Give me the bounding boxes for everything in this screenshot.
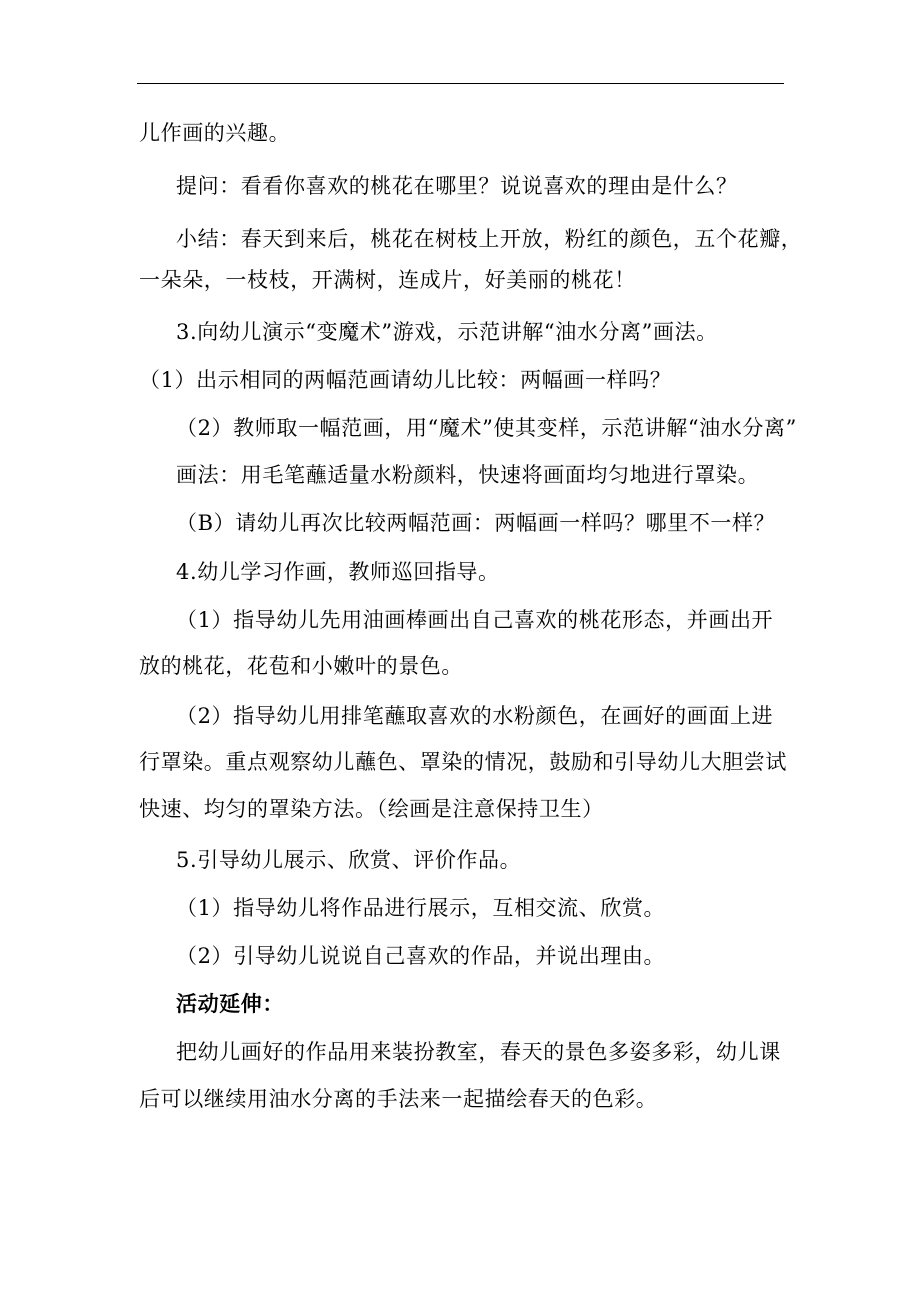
paragraph-line: （1）指导幼儿先用油画棒画出自己喜欢的桃花形态，并画出开 bbox=[176, 608, 774, 632]
paragraph-line: （2）指导幼儿用排笔蘸取喜欢的水粉颜色，在画好的画面上进 bbox=[176, 704, 774, 728]
header-rule bbox=[137, 83, 784, 84]
paragraph-line: 行罩染。重点观察幼儿蘸色、罩染的情况，鼓励和引导幼儿大胆尝试 bbox=[139, 750, 787, 774]
paragraph-line: 提问：看看你喜欢的桃花在哪里？说说喜欢的理由是什么？ bbox=[176, 174, 738, 198]
paragraph-line: 一朵朵，一枝枝，开满树，连成片，好美丽的桃花！ bbox=[139, 268, 636, 292]
paragraph-line: （1）出示相同的两幅范画请幼儿比较：两幅画一样吗？ bbox=[139, 368, 672, 392]
paragraph-line: （B）请幼儿再次比较两幅范画：两幅画一样吗？哪里不一样？ bbox=[176, 511, 776, 535]
paragraph-line: 画法：用毛笔蘸适量水粉颜料，快速将画面均匀地进行罩染。 bbox=[176, 463, 760, 487]
paragraph-line: （2）教师取一幅范画，用“魔术”使其变样，示范讲解“油水分离” bbox=[176, 416, 797, 440]
paragraph-line: 快速、均匀的罩染方法。（绘画是注意保持卫生） bbox=[139, 797, 604, 821]
paragraph-line: （1）指导幼儿将作品进行展示，互相交流、欣赏。 bbox=[176, 896, 666, 920]
paragraph-line: 儿作画的兴趣。 bbox=[139, 121, 291, 145]
paragraph-line: 把幼儿画好的作品用来装扮教室，春天的景色多姿多彩，幼儿课 bbox=[176, 1040, 781, 1064]
paragraph-line: 后可以继续用油水分离的手法来一起描绘春天的色彩。 bbox=[139, 1087, 658, 1111]
section-title-activity-extension: 活动延伸： bbox=[176, 991, 284, 1016]
paragraph-line: （2）引导幼儿说说自己喜欢的作品，并说出理由。 bbox=[176, 944, 666, 968]
paragraph-line: 小结：春天到来后，桃花在树枝上开放，粉红的颜色，五个花瓣， bbox=[176, 227, 803, 251]
section-heading-5: 5.引导幼儿展示、欣赏、评价作品。 bbox=[176, 848, 522, 872]
section-heading-3: 3.向幼儿演示“变魔术”游戏，示范讲解“油水分离”画法。 bbox=[176, 320, 718, 344]
section-heading-4: 4.幼儿学习作画，教师巡回指导。 bbox=[176, 560, 500, 584]
paragraph-line: 放的桃花，花苞和小嫩叶的景色。 bbox=[139, 654, 463, 678]
